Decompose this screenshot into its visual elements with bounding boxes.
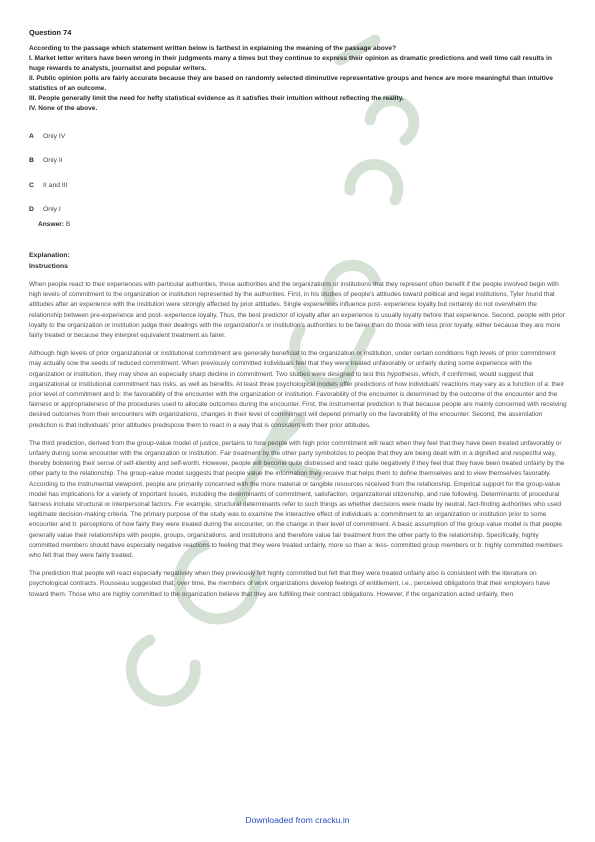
answer-label: Answer: xyxy=(38,221,65,228)
option-d[interactable] xyxy=(29,204,567,216)
answer-options xyxy=(29,130,567,216)
option-letter: A xyxy=(29,132,34,140)
instructions-heading: Instructions xyxy=(29,262,68,270)
question-stem xyxy=(29,44,567,114)
statement-iii: III. People generally limit the need for hefty statistical evidence as it satisfies their intuition without reflecting the reality. xyxy=(29,95,404,102)
option-c[interactable] xyxy=(29,179,567,191)
passage-paragraph: Although high levels of prior organizational or institutional commitment are generally beneficial to the organization or institution, under certain conditions high levels of prior commitment may actually sow the seeds of reduced commitment. When previously committed individuals feel that they were treated unfavorably or unfairly during some experience with the organization or institution, they may show an especially sharp decline in commitment. Two studies were designed to test this hypothesis, which, if confirmed, would suggest that organizational or institutional commitment has risks, as well as benefits. At least three psychological models offer predictions of how individuals' reactions may vary as a function of a: their prior level of commitment and b: the favorability of the encounter with the organization or institution. Favorability of the encounter is determined by the outcome of the encounter and the fairness or appropriateness of the procedures used to allocate outcomes during the encounter. First, the instrumental prediction is that because people are mainly concerned with receiving desired outcomes from their encounters with organizations, changes in their level of commitment will depend primarily on the favorability of the encounter. Second, the assimilation prediction is that individuals' prior attitudes predispose them to react in a way that is consistent with their prior attitudes. xyxy=(29,350,567,429)
question-title: Question 74 xyxy=(29,28,72,37)
option-text: II and III xyxy=(43,181,68,189)
statement-ii: II. Public opinion polls are fairly accurate because they are based on randomly selected diminutive representative groups and hence are more meaningful than intuitive statistics of an outcome. xyxy=(29,75,553,92)
option-letter: C xyxy=(29,181,34,189)
option-text: Only II xyxy=(43,157,63,164)
option-b[interactable] xyxy=(29,155,567,167)
option-a[interactable] xyxy=(29,130,567,142)
passage xyxy=(29,280,567,600)
question-prompt: According to the passage which statement written below is farthest in explaining the meaning of the passage above? xyxy=(29,45,397,52)
option-text: Only IV xyxy=(43,132,66,140)
explanation-section xyxy=(29,251,567,600)
passage-paragraph: When people react to their experiences with particular authorities, those authorities and the organizations or institutions that they represent often benefit if the people involved begin with high levels of commitment to the organization or institution represented by the authorities. First, in his studies of people's attitudes toward political and legal institutions, Tyler found that attitudes after an experience with the institution were strongly affected by prior attitudes. Single experiences influence post- experience loyalty but certainly do not overwhelm the relationship between pre-experience and post- experience loyalty. Thus, the best predictor of loyalty after an experience is usually loyalty before that experience. Second, people with prior loyalty to the organization or institution judge their dealings with the organization's or institution's authorities to be fairer than do those with less prior loyalty, either because they are more fairly treated or because they interpret equivalent treatment as fairer. xyxy=(29,281,565,340)
option-letter: B xyxy=(29,157,34,164)
statement-i: I. Market letter writers have been wrong in their judgments many a times but they continue to express their opinion as dramatic predictions and well time call results in huge rewards to analysts, journalist and popular writers. xyxy=(29,55,552,72)
passage-paragraph: The third prediction, derived from the group-value model of justice, pertains to how people with high prior commitment will react when they feel that they have been treated unfavorably or unfairly during some encounter with the organization or institution. Fair treatment by the other party symbolizes to people that they are being dealt with in a dignified and respectful way, thereby bolstering their sense of self-identity and self-worth. However, people will become quite distressed and react quite negatively if they feel that they have been treated unfairly by the other party to the relationship. The group-value model suggests that people value the information they receive that helps them to define themselves and to view themselves favorably. According to the instrumental viewpoint, people are primarily concerned with the more material or tangible resources received from the relationship. Empirical support for the group-value model has implications for a variety of important issues, including the determinants of commitment, satisfaction, organizational citizenship, and rule following. Determinants of procedural fairness include structural or interpersonal factors. For example, structural determinants refer to such things as whether decisions were made by neutral, fact-finding authorities who used legitimate decision-making criteria. The primary purpose of the study was to examine the interactive effect of individuals a: commitment to an organization or institution prior to some encounter and b: perceptions of how fairly they were treated during the encounter, on the change in their level of commitment. A basic assumption of the group-value model is that people generally value their relationships with people, groups, organizations, and institutions and therefore value fair treatment from the other party to the relationship. Specifically, highly committed members should have especially negative reactions to feeling that they were treated unfairly, more so than a: less- committed group members or b: highly committed members who felt that they were fairly treated. xyxy=(29,439,565,560)
answer-line xyxy=(38,221,567,228)
passage-paragraph: The prediction that people will react especially negatively when they previously felt highly committed but felt that they were treated unfairly also is consistent with the literature on psychological contracts. Rousseau suggested that, over time, the members of work organizations develop feelings of entitlement, i.e., perceived obligations that their employers have toward them. Those who are highly committed to the organization believe that they are fulfilling their contract obligations. However, if the organization acted unfairly, then xyxy=(29,570,551,598)
option-letter: D xyxy=(29,206,34,213)
explanation-heading: Explanation: xyxy=(29,252,70,259)
download-link[interactable]: Downloaded from cracku.in xyxy=(245,815,350,825)
statement-iv: IV. None of the above. xyxy=(29,105,98,112)
answer-value: B xyxy=(65,221,71,228)
option-text: Only I xyxy=(43,206,61,213)
page-content xyxy=(29,28,567,608)
